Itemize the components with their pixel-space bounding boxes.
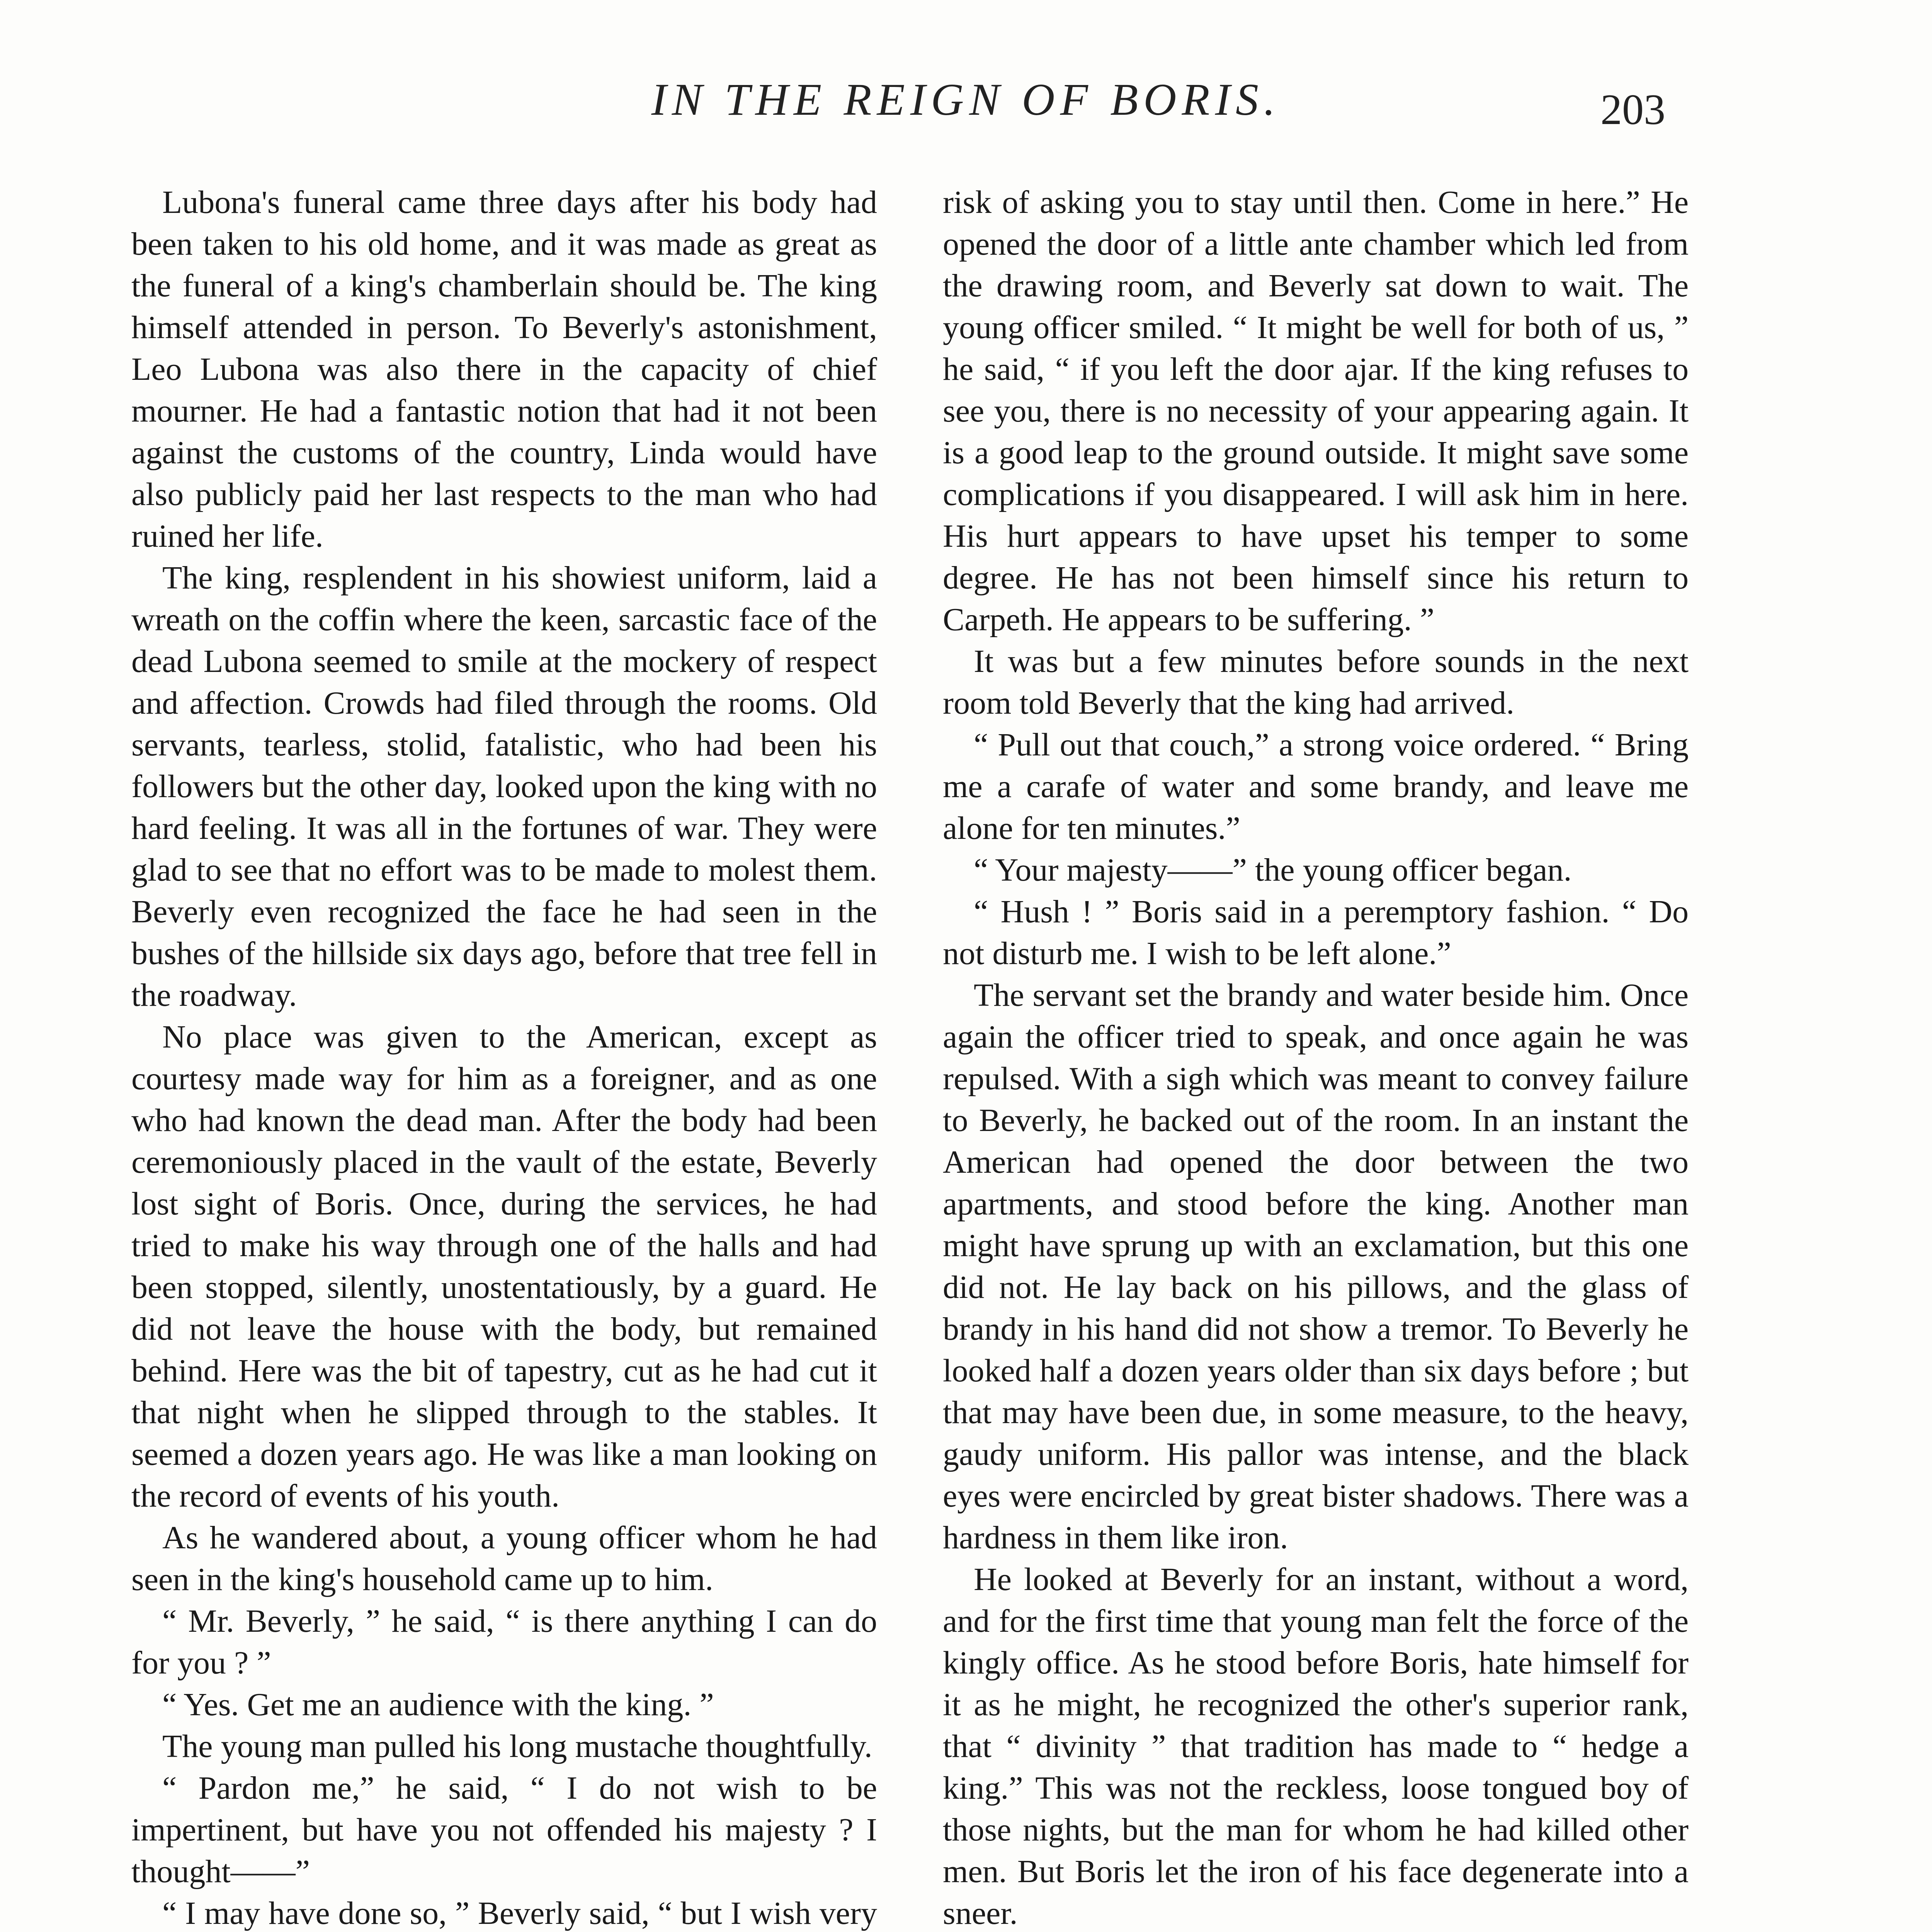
paragraph: “ Pull out that couch,” a strong voice ordered. “ Bring me a carafe of water and some brandy, and leave me alone for ten minutes.” [943,727,1689,846]
paragraph: Lubona's funeral came three days after his body had been taken to his old home, and it was made as great as the funeral of a king's chamberlain should be. The king himself attended in person. To Beverly's astonishment, Leo Lubona was also there in the capacity of chief mourner. He had a fantastic notion that had it not been against the customs of the country, Linda would have also publicly paid her last respects to the man who had ruined her life. [131,184,877,554]
paragraph: “ Your majesty——” the young officer began. [974,852,1572,888]
paragraph: risk of asking you to stay until then. Come in here.” He opened the door of a little ante chamber which led from the drawing room, and Beverly sat down to wait. The young officer smiled. “ It might be well for both of us, ” he said, “ if you left the door ajar. If the king refuses to see you, there is no necessity of your appearing again. It is a good leap to the ground outside. It might save some complications if you disappeared. I will ask him in here. His hurt appears to have upset his temper to some degree. He has not been himself since his return to Carpeth. He appears to be suffering. ” [943,184,1689,638]
page-number: 203 [1600,86,1665,134]
paragraph: The king, resplendent in his showiest uniform, laid a wreath on the coffin where the keen, sarcastic face of the dead Lubona seemed to smile at the mockery of respect and affection. Crowds had filed through the rooms. Old servants, tearless, stolid, fatalistic, who had been his followers but the other day, looked upon the king with no hard feeling. It was all in the fortunes of war. They were glad to see that no effort was to be made to molest them. Beverly even recognized the face he had seen in the bushes of the hillside six days ago, before that tree fell in the roadway. [131,560,877,1013]
paragraph: He looked at Beverly for an instant, without a word, and for the first time that young man felt the force of the kingly office. As he stood before Boris, hate himself for it as he might, he recognized the other's superior rank, that “ divinity ” that tradition has made to “ hedge a king.” This was not the reckless, loose tongued boy of those nights, but the man for whom he had killed other men. But Boris let the iron of his face degenerate into a sneer. [943,1561,1689,1931]
paragraph: It was but a few minutes before sounds in the next room told Beverly that the king had arrived. [943,643,1689,721]
paragraph: “ Hush ! ” Boris said in a peremptory fashion. “ Do not disturb me. I wish to be left alone.” [943,894,1689,971]
paragraph: The servant set the brandy and water beside him. Once again the officer tried to speak, and once again he was repulsed. With a sigh which was meant to convey failure to Beverly, he backed out of the room. In an instant the American had opened the door between the two apartments, and stood before the king. Another man might have sprung up with an exclamation, but this one did not. He lay back on his pillows, and the glass of brandy in his hand did not show a tremor. To Beverly he looked half a dozen years older than six days before ; but that may have been due, in some measure, to the heavy, gaudy uniform. His pallor was intense, and the black eyes were encircled by great bister shadows. There was a hardness in them like iron. [943,977,1689,1556]
paragraph: As he wandered about, a young officer whom he had seen in the king's household came up to him. [131,1520,877,1597]
paragraph: No place was given to the American, except as courtesy made way for him as a foreigner, and as one who had known the dead man. After the body had been ceremoniously placed in the vault of the estate, Beverly lost sight of Boris. Once, during the services, he had tried to make his way through one of the halls and had been stopped, silently, unostentatiously, by a guard. He did not leave the house with the body, but remained behind. Here was the bit of tapestry, cut as he had cut it that night when he slipped through to the stables. It seemed a dozen years ago. He was like a man looking on the record of events of his youth. [131,1019,877,1514]
paragraph: The young man pulled his long mustache thoughtfully. [162,1728,872,1764]
paragraph: “ I may have done so, ” Beverly said, “ but I wish very [162,1895,877,1931]
right-column [943,182,1689,1932]
paragraph: “ Mr. Beverly, ” he said, “ is there anything I can do for you ? ” [131,1603,877,1681]
page-header [0,73,1932,162]
paragraph: “ Yes. Get me an audience with the king. ” [162,1687,714,1723]
left-column [131,182,877,1932]
running-head: IN THE REIGN OF BORIS. [651,74,1281,125]
paragraph: “ Pardon me,” he said, “ I do not wish to be impertinent, but have you not offended his majesty ? I thought——” [131,1770,877,1889]
